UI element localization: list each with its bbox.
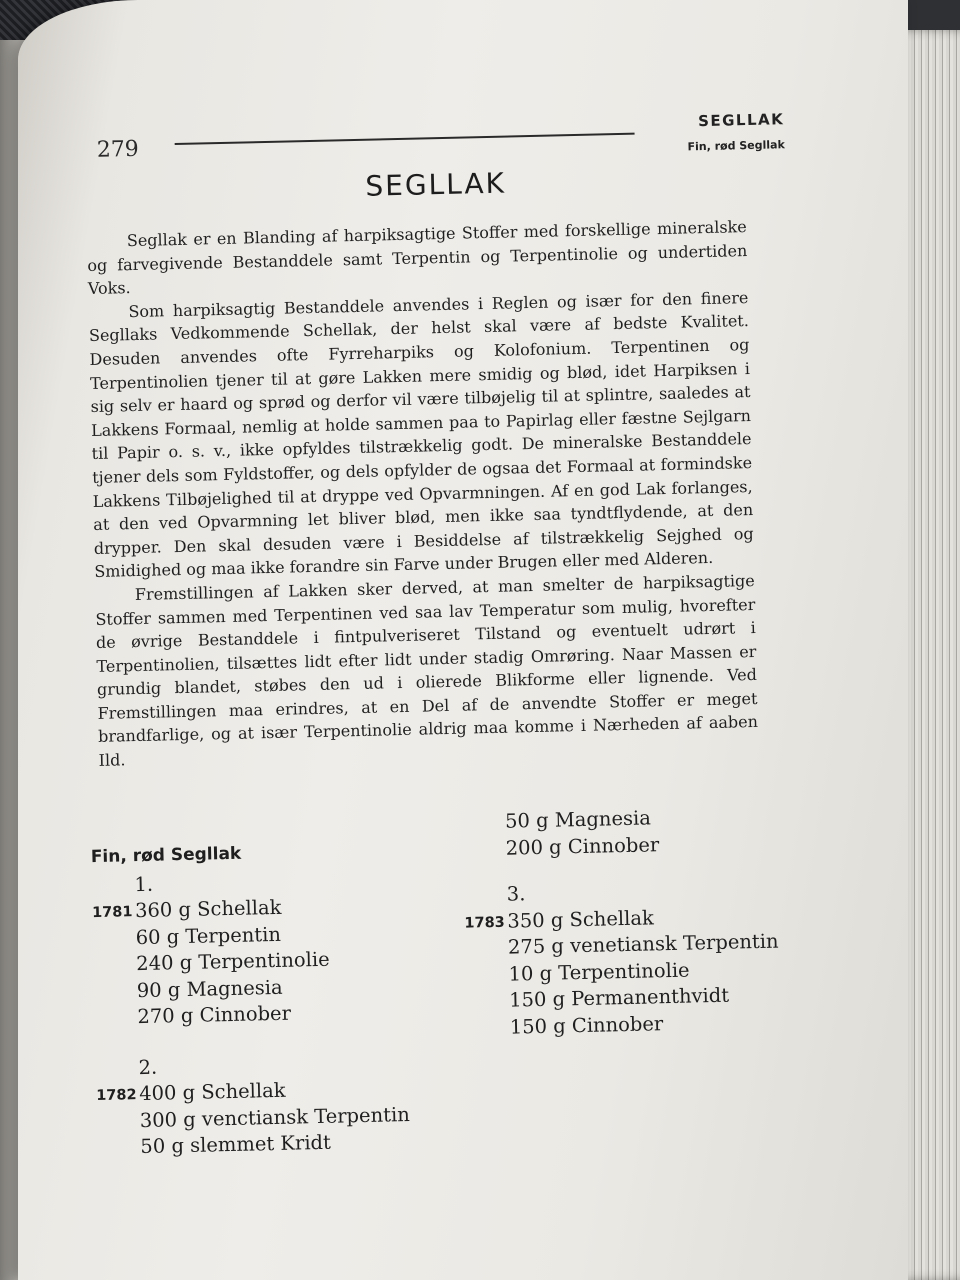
paragraph: Segllak er en Blanding af harpiksagtige Stoffer med forskellige mineralske og farvegivende Bestanddele samt Terpentin og Terpentinolie og undertiden Voks. <box>87 217 748 299</box>
recipe-label: 2. <box>138 1055 158 1079</box>
chapter-title: SEGLLAK <box>365 166 507 203</box>
ingredient: 270 g Cinnober <box>137 1001 292 1029</box>
ingredient: 150 g Cinnober <box>509 1011 664 1039</box>
running-subtitle: Fin, rød Segllak <box>687 138 785 154</box>
body-text <box>87 215 759 772</box>
ingredient: 240 g Terpentinolie <box>136 947 330 976</box>
paragraph: Fremstillingen af Lakken sker derved, at man smelter de harpiksagtige Stoffer sammen med Terpentinen ved saa lav Temperatur som mulig, hvorefter de øvrige Bestanddele i fintpulveriseret Tilstand og eventuelt udrørt i Terpentinolien, tilsættes lidt efter lidt under stadig Omrøring. Naar Massen er grundig blandet, støbes den ud i olierede Blikforme eller lignende. Ved Fremstillingen maa erindres, at en Del af de anvendte Stoffer er meget brandfarlige, og at især Terpentinolie aldrig maa komme i Nærheden af aaben Ild. <box>95 570 759 770</box>
recipes-section <box>90 806 790 1159</box>
page-number: 279 <box>96 136 140 163</box>
paragraph: Som harpiksagtig Bestanddele anvendes i Reglen og især for den finere Segllaks Vedkommende Schellak, der helst skal være af bedste Kvalitet. Desuden anvendes ofte Fyrreharpiks og Kolofonium. Terpentinen og Terpentinolien tjener til at gøre Lakken mere smidig og blød, idet Harpiksen i sig selv er haard og sprød og derfor vil være tilbøjelig til at splintre, saaledes at Lakkens Formaal, nemlig at holde sammen paa to Papirlag eller fæstne Sejlgarn til Papir o. s. v., ikke opfyldes tilstrækkelig godt. De mineralske Bestanddele tjener dels som Fyldstoffer, og dels opfylder de ogsaa det Formaal at formindske Lakkens Tilbøjelighed til at dryppe ved Opvarmningen. Af en god Lak forlanges, at den ved Opvarmning let bliver blød, men ikke saa tyndtflydende, at den drypper. Den skal desuden være i Besiddelse af tilstrækkelig Sejghed og Smidighed og maa ikke forandre sin Farve under Brugen eller med Alderen. <box>88 287 754 582</box>
recipes-heading: Fin, rød Segllak <box>90 843 242 868</box>
book-page <box>18 0 908 1280</box>
ingredient: 360 g Schellak <box>134 895 282 923</box>
recipes-right-column <box>462 802 797 1041</box>
ingredient: 300 g venctiansk Terpentin <box>139 1102 410 1132</box>
header-rule <box>175 133 635 145</box>
ingredient: 400 g Schellak <box>138 1078 286 1106</box>
ingredient: 90 g Magnesia <box>136 975 283 1002</box>
ingredient: 10 g Terpentinolie <box>508 958 690 986</box>
ingredient: 50 g slemmet Kridt <box>140 1130 332 1159</box>
recipe-label: 3. <box>506 882 526 906</box>
ingredient: 200 g Cinnober <box>505 832 660 860</box>
ingredient: 350 g Schellak <box>507 905 655 933</box>
ingredient: 60 g Terpentin <box>135 922 282 949</box>
recipe-number: 1783 <box>464 914 505 932</box>
recipe-number: 1782 <box>96 1087 137 1105</box>
recipe-number: 1781 <box>91 904 133 922</box>
ingredient: 50 g Magnesia <box>504 806 652 833</box>
page-content <box>82 0 811 1280</box>
recipe-label: 1. <box>134 872 154 896</box>
ingredient: 275 g venetiansk Terpentin <box>507 929 779 959</box>
running-title: SEGLLAK <box>697 110 785 131</box>
ingredient: 150 g Permanenthvidt <box>508 983 730 1012</box>
recipes-left-column <box>90 822 437 1161</box>
